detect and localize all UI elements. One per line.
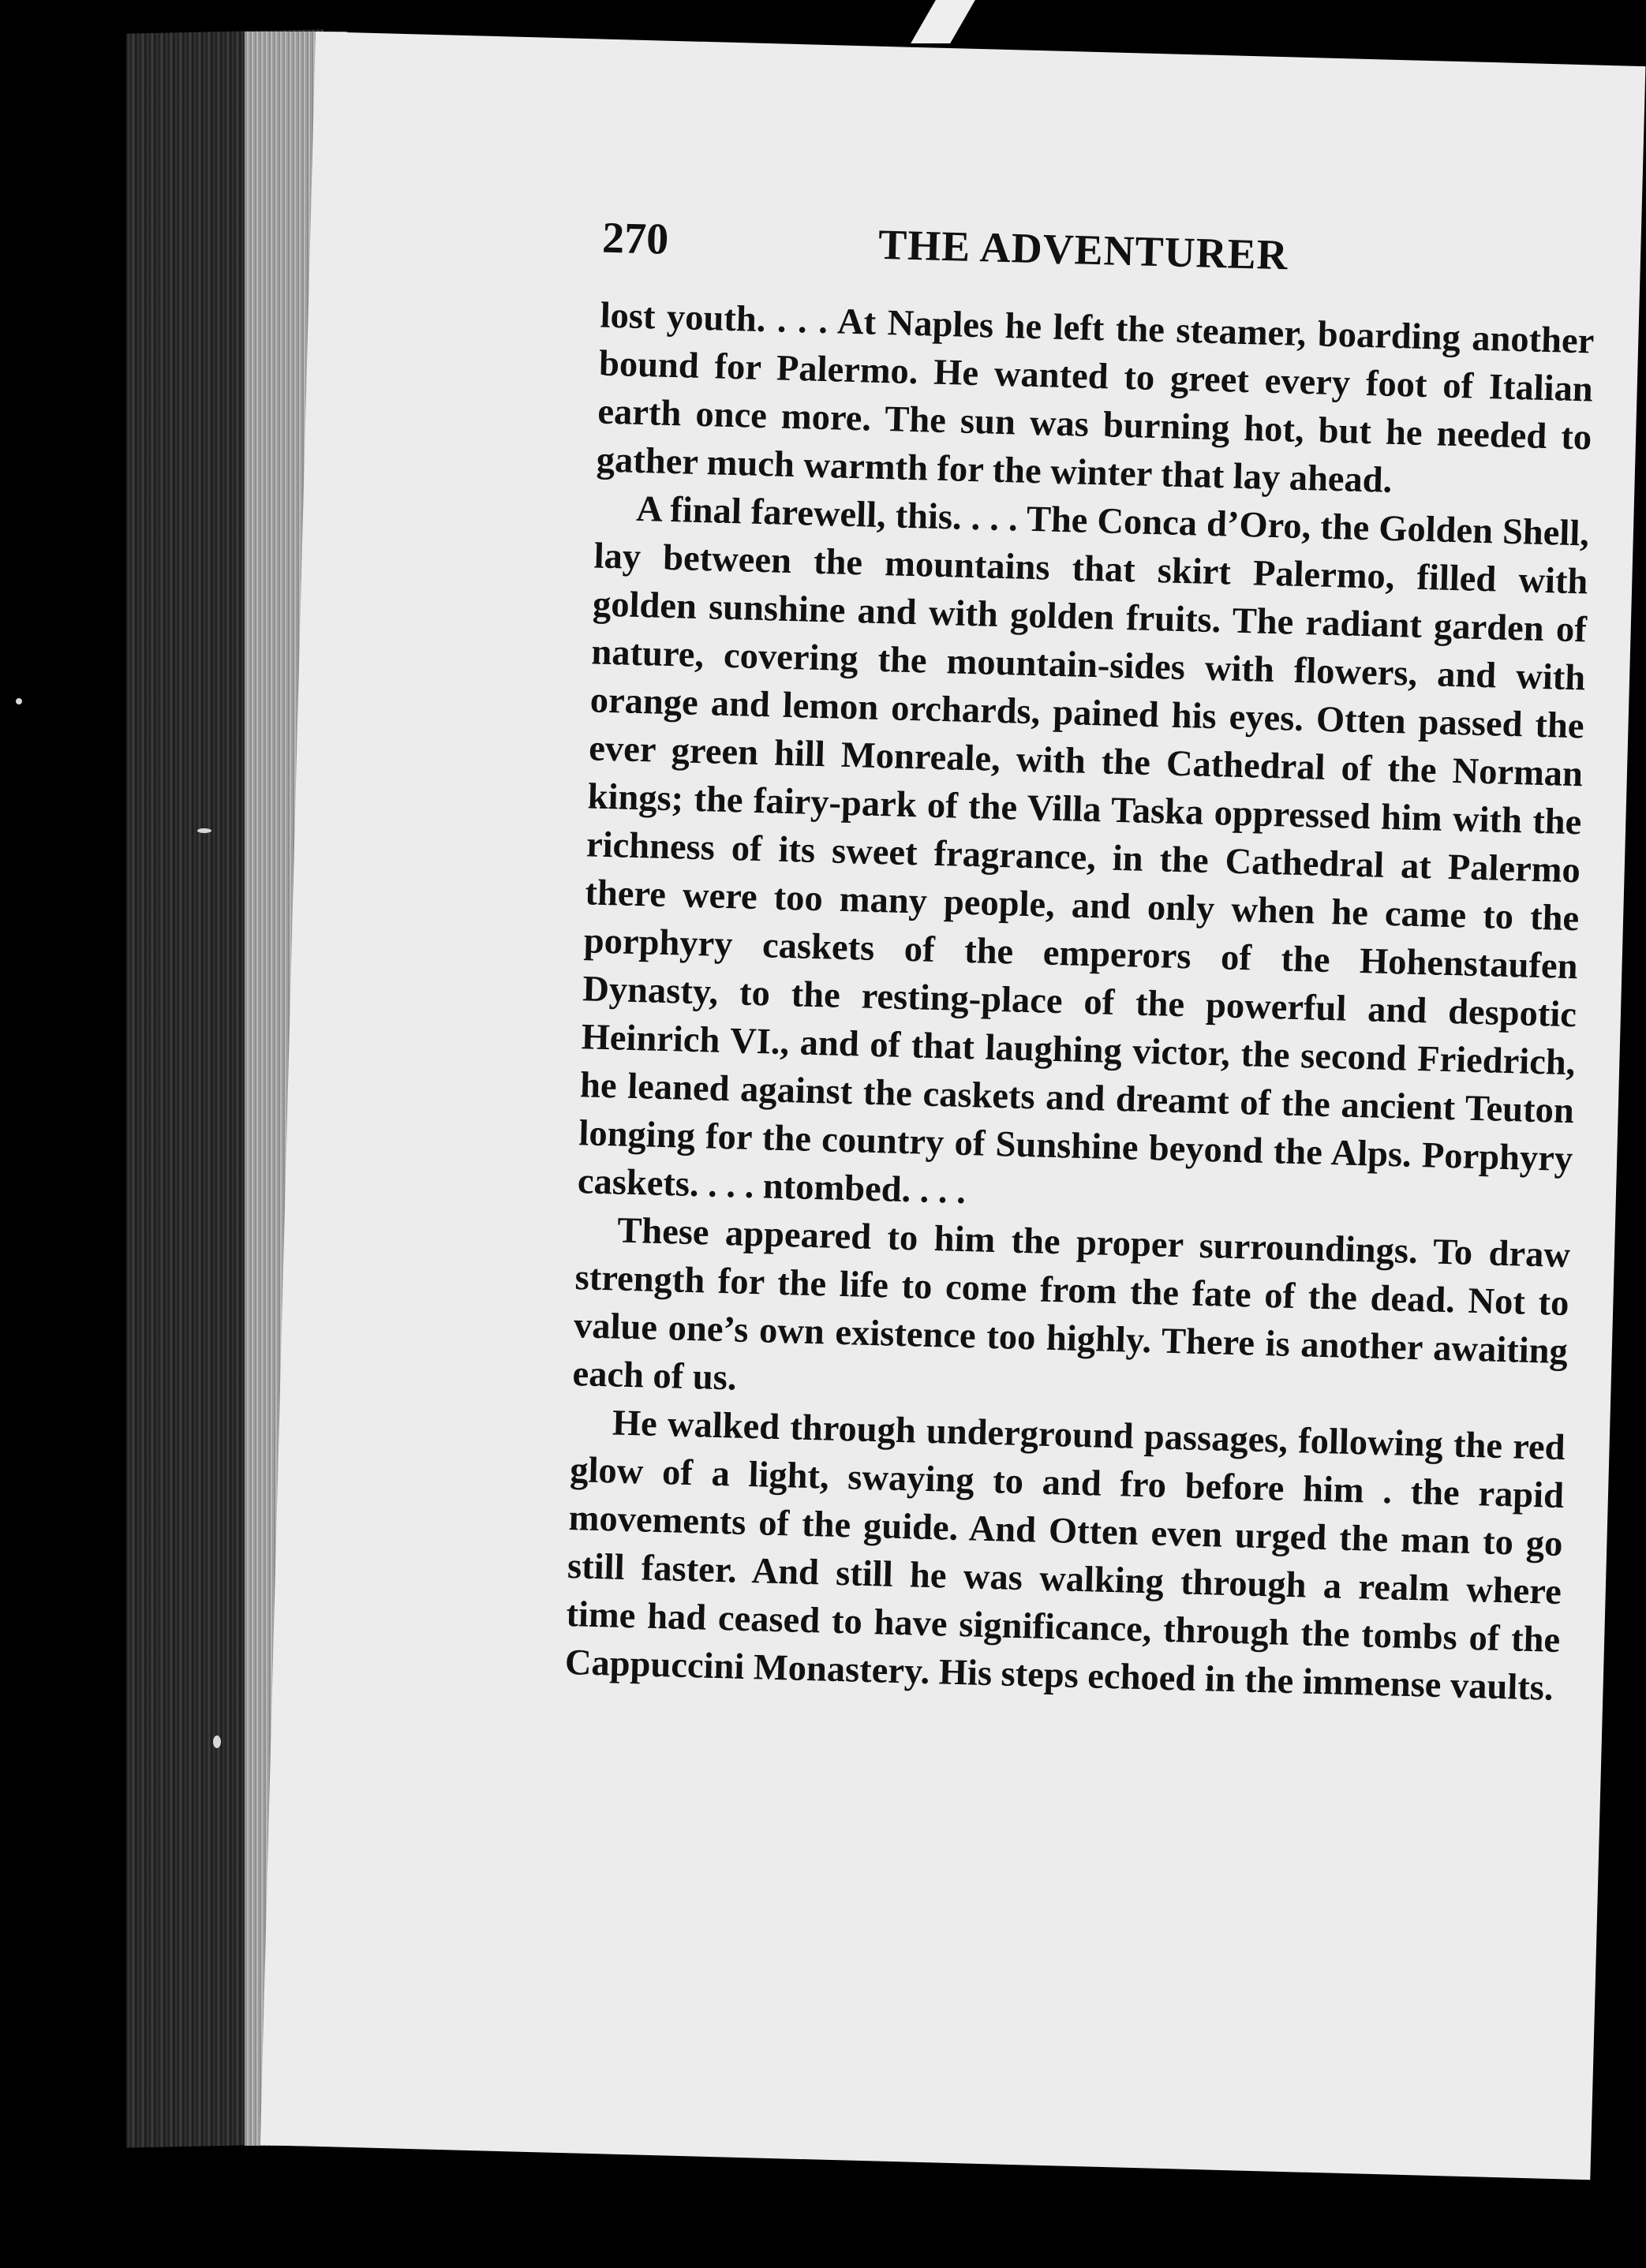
body-text xyxy=(564,292,1595,1713)
page-header xyxy=(601,213,1597,279)
light-glare xyxy=(911,0,975,43)
paragraph: He walked through underground passages, following the red glow of a light, swaying to and fro before him . the rapid movements of the guide. And Otten even urged the man to go still faster. And still he was walking through a realm where time had ceased to have significance, through the tombs of the Cappuccini Monastery. His steps echoed in the immense vaults. xyxy=(564,1403,1566,1709)
page-number: 270 xyxy=(601,213,670,264)
book-page xyxy=(260,32,1646,2180)
paragraph: lost youth. . . . At Naples he left the steamer, boarding another bound for Palermo. He wanted to greet every foot of Italian earth once more. The sun was burning hot, but he needed to gather much warmth for the winter that lay ahead. xyxy=(596,295,1595,501)
running-head: THE ADVENTURER xyxy=(877,220,1289,279)
paragraph: A final farewell, this. . . . The Conca d’Oro, the Golden Shell, lay between the mountains that skirt Palermo, filled with golden sunshine and with golden fruits. The radiant garden of nature, covering the mountain-sides with flowers, and with orange and lemon orchards, pained his eyes. Otten passed the ever green hill Monreale, with the Cathedral of the Norman kings; the fairy-park of the Villa Taska oppressed him with the richness of its sweet fragrance, in the Cathedral at Palermo there were too many people, and only when he came to the porphyry caskets of the emperors of the Hohenstaufen Dynasty, to the resting-place of the powerful and despotic Heinrich VI., and of that laughing victor, the second Friedrich, he leaned against the caskets and dreamt of the ancient Teuton longing for the country of Sunshine beyond the Alps. Porphyry caskets. . . . ntombed. . . . xyxy=(577,488,1590,1212)
dust-speck xyxy=(197,828,211,833)
dust-speck xyxy=(16,698,22,704)
dust-speck xyxy=(213,1736,221,1748)
paragraph: These appeared to him the proper surroundings. To draw strength for the life to come from the fate of the dead. Not to value one’s own existence too highly. There is another awaiting each of us. xyxy=(571,1210,1571,1399)
